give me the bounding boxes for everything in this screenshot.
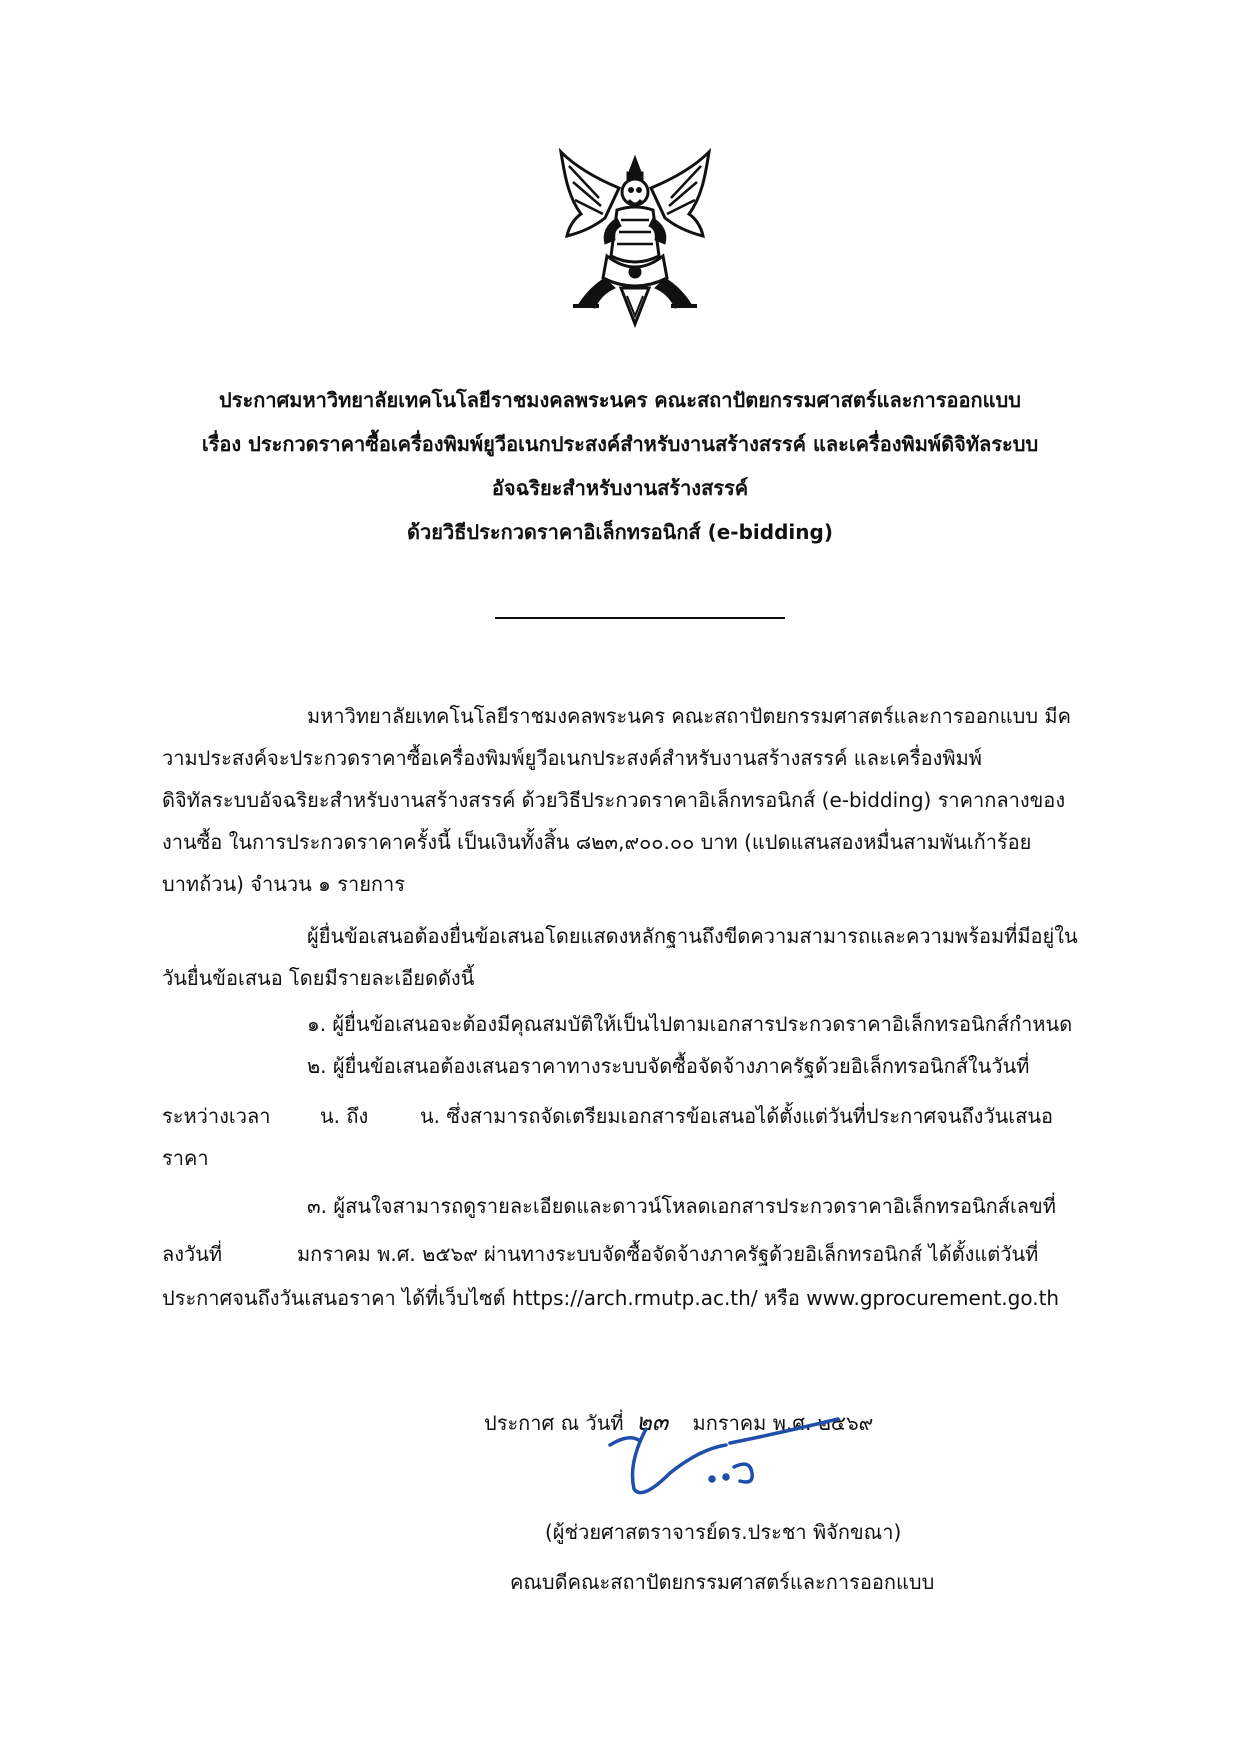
announce-day: ๒๓ <box>635 1408 669 1436</box>
p2-line-2: วันยื่นข้อเสนอ โดยมีรายละเอียดดังนี้ <box>162 966 475 990</box>
title-method: ด้วยวิธีประกวดราคาอิเล็กทรอนิกส์ (e-bidding) <box>407 520 833 544</box>
announce-prefix: ประกาศ ณ วันที่ <box>484 1411 624 1435</box>
item-2-line-2: น. ซึ่งสามารถจัดเตรียมเอกสารข้อเสนอได้ตั้งแต่วันที่ประกาศจนถึงวันเสนอ <box>420 1104 1054 1128</box>
signer-name: (ผู้ช่วยศาสตราจารย์ดร.ประชา พิจักขณา) <box>545 1520 902 1544</box>
item-2-time-to: น. ถึง <box>320 1104 369 1128</box>
item-3-line-2: มกราคม พ.ศ. ๒๕๖๙ ผ่านทางระบบจัดซื้อจัดจ้างภาครัฐด้วยอิเล็กทรอนิกส์ ได้ตั้งแต่วันที่ <box>297 1242 1039 1266</box>
signer-position: คณบดีคณะสถาปัตยกรรมศาสตร์และการออกแบบ <box>510 1570 935 1594</box>
item-2-time-label: ระหว่างเวลา <box>162 1104 271 1128</box>
garuda-emblem-icon <box>555 148 715 328</box>
title-divider <box>495 617 785 619</box>
item-3-line-1: ๓. ผู้สนใจสามารถดูรายละเอียดและดาวน์โหลดเอกสารประกวดราคาอิเล็กทรอนิกส์เลขที่ <box>307 1194 1056 1218</box>
handwritten-signature <box>600 1415 850 1510</box>
title-subject-cont: อัจฉริยะสำหรับงานสร้างสรรค์ <box>491 476 749 500</box>
item-2-line-3: ราคา <box>162 1146 209 1170</box>
title-institution: ประกาศมหาวิทยาลัยเทคโนโลยีราชมงคลพระนคร คณะสถาปัตยกรรมศาสตร์และการออกแบบ <box>219 388 1021 412</box>
p2-line-1: ผู้ยื่นข้อเสนอต้องยื่นข้อเสนอโดยแสดงหลักฐานถึงขีดความสามารถและความพร้อมที่มีอยู่ใน <box>307 924 1078 948</box>
item-3-date-label: ลงวันที่ <box>162 1242 223 1266</box>
item-2-line-1: ๒. ผู้ยื่นข้อเสนอต้องเสนอราคาทางระบบจัดซื้อจัดจ้างภาครัฐด้วยอิเล็กทรอนิกส์ในวันที่ <box>307 1054 1030 1078</box>
p1-line-2: วามประสงค์จะประกวดราคาซื้อเครื่องพิมพ์ยูวีอเนกประสงค์สำหรับงานสร้างสรรค์ และเครื่องพิมพ์ <box>162 746 982 770</box>
item-1: ๑. ผู้ยื่นข้อเสนอจะต้องมีคุณสมบัติให้เป็นไปตามเอกสารประกวดราคาอิเล็กทรอนิกส์กำหนด <box>307 1012 1073 1036</box>
announcement-title <box>150 378 1090 554</box>
p1-line-3: ดิจิทัลระบบอัจฉริยะสำหรับงานสร้างสรรค์ ด้วยวิธีประกวดราคาอิเล็กทรอนิกส์ (e-bidding) ราคากลางของ <box>162 788 1066 812</box>
p1-line-4: งานซื้อ ในการประกวดราคาครั้งนี้ เป็นเงินทั้งสิ้น ๘๒๓,๙๐๐.๐๐ บาท (แปดแสนสองหมื่นสามพันเก้าร้อย <box>162 830 1032 854</box>
p1-line-5: บาทถ้วน) จำนวน ๑ รายการ <box>162 872 405 896</box>
p1-line-1: มหาวิทยาลัยเทคโนโลยีราชมงคลพระนคร คณะสถาปัตยกรรมศาสตร์และการออกแบบ มีค <box>307 704 1071 728</box>
announce-month-year: มกราคม พ.ศ. ๒๕๖๙ <box>692 1411 874 1435</box>
title-subject: เรื่อง ประกวดราคาซื้อเครื่องพิมพ์ยูวีอเนกประสงค์สำหรับงานสร้างสรรค์ และเครื่องพิมพ์ดิจิทัลระบบ <box>201 432 1039 456</box>
item-3-line-3: ประกาศจนถึงวันเสนอราคา ได้ที่เว็บไซต์ https://arch.rmutp.ac.th/ หรือ www.gprocurement.go.th <box>162 1286 1060 1310</box>
